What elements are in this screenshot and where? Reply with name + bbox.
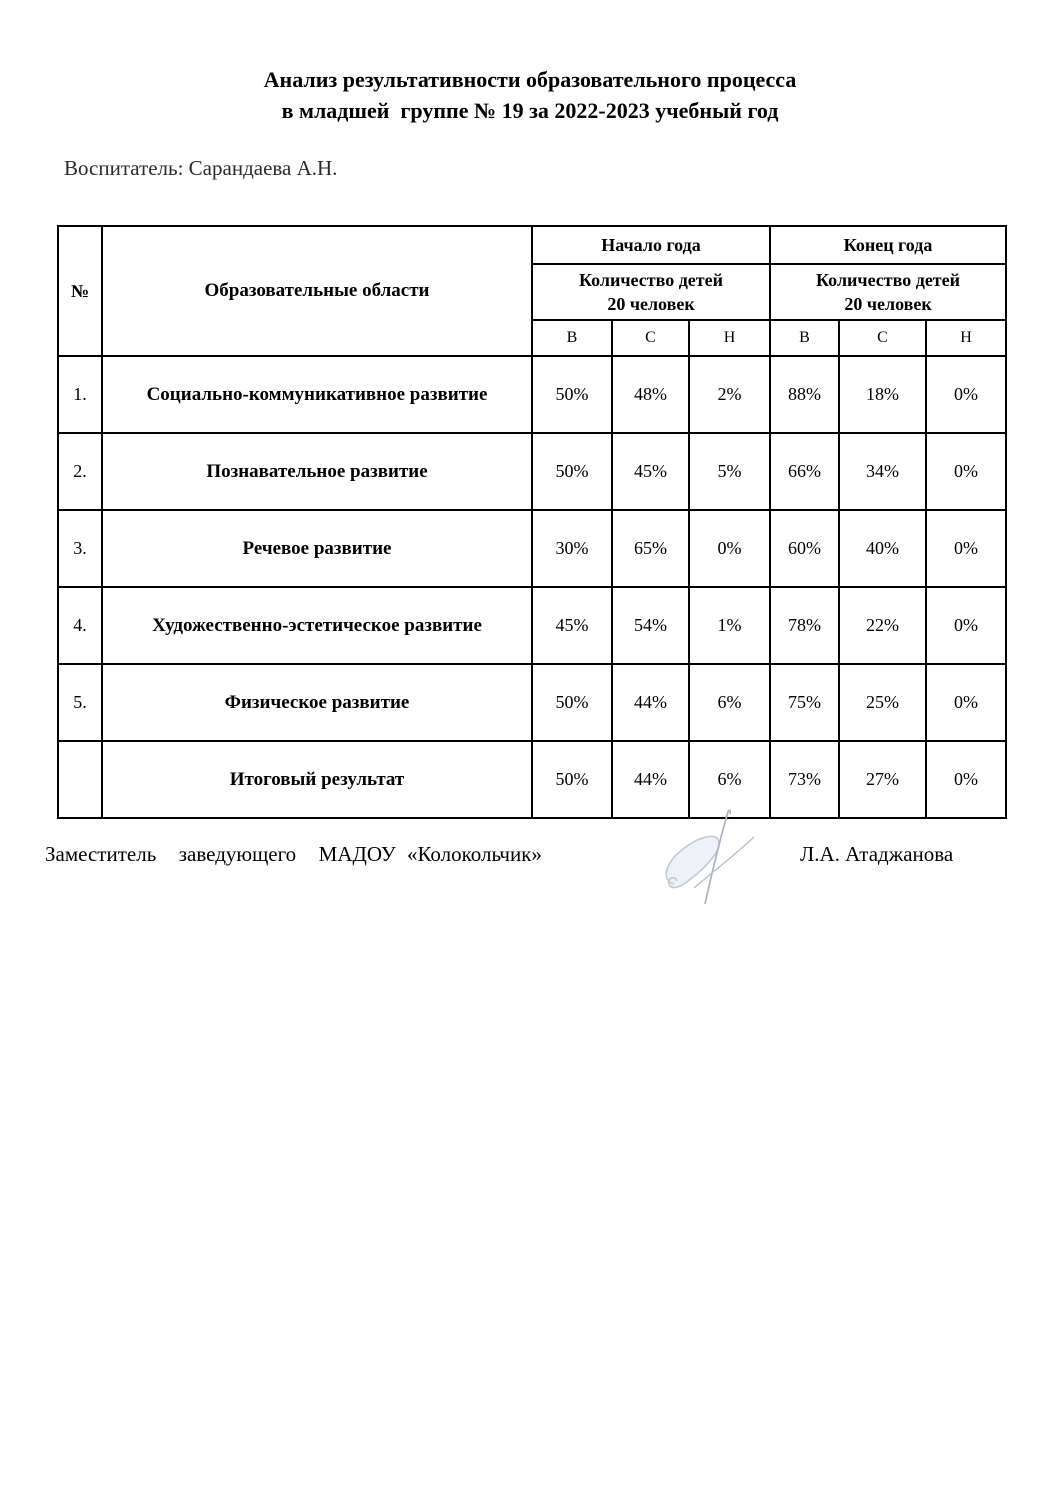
table-row bbox=[58, 433, 1006, 510]
signature-block bbox=[0, 800, 1060, 920]
start-high-cell: 50% bbox=[532, 664, 612, 741]
start-low-cell: 0% bbox=[689, 510, 770, 587]
start-mid-cell: 45% bbox=[612, 433, 689, 510]
level-header-end-high: В bbox=[770, 320, 839, 356]
results-table bbox=[57, 225, 1007, 819]
col-header-number: № bbox=[58, 226, 102, 356]
start-low-cell: 5% bbox=[689, 433, 770, 510]
teacher-line: Воспитатель: Сарандаева А.Н. bbox=[64, 156, 338, 181]
table-row bbox=[58, 664, 1006, 741]
row-number-cell: 2. bbox=[58, 433, 102, 510]
count-header-end-line1: Количество детей bbox=[816, 270, 961, 291]
table-header bbox=[58, 226, 1006, 356]
count-header-end bbox=[770, 264, 1006, 320]
end-mid-cell: 22% bbox=[839, 587, 926, 664]
col-header-end-of-year: Конец года bbox=[770, 226, 1006, 264]
start-low-cell: 6% bbox=[689, 664, 770, 741]
area-name-cell: Художественно-эстетическое развитие bbox=[102, 587, 532, 664]
end-mid-cell: 40% bbox=[839, 510, 926, 587]
start-low-cell: 1% bbox=[689, 587, 770, 664]
row-number-cell: 3. bbox=[58, 510, 102, 587]
start-mid-cell: 54% bbox=[612, 587, 689, 664]
level-header-start-mid: С bbox=[612, 320, 689, 356]
area-name-cell: Физическое развитие bbox=[102, 664, 532, 741]
end-low-cell: 0% bbox=[926, 356, 1006, 433]
col-header-start-of-year: Начало года bbox=[532, 226, 770, 264]
start-mid-cell: 44% bbox=[612, 664, 689, 741]
end-mid-cell: 18% bbox=[839, 356, 926, 433]
start-high-cell: 45% bbox=[532, 587, 612, 664]
header-row-groups bbox=[58, 226, 1006, 264]
end-mid-cell: 34% bbox=[839, 433, 926, 510]
end-low-cell: 0% bbox=[926, 664, 1006, 741]
start-mid-cell: 48% bbox=[612, 356, 689, 433]
end-high-cell: 66% bbox=[770, 433, 839, 510]
col-header-areas: Образовательные области bbox=[102, 226, 532, 356]
end-low-cell: 0% bbox=[926, 433, 1006, 510]
start-high-cell: 50% bbox=[532, 741, 612, 818]
signatory-position: Заместитель заведующего МАДОУ «Колокольчик» bbox=[45, 842, 542, 866]
results-table-body bbox=[58, 356, 1006, 818]
table-row bbox=[58, 510, 1006, 587]
title-line-1: Анализ результативности образовательного процесса bbox=[263, 67, 797, 92]
end-mid-cell: 27% bbox=[839, 741, 926, 818]
end-high-cell: 73% bbox=[770, 741, 839, 818]
count-header-start bbox=[532, 264, 770, 320]
signatory-name: Л.А. Атаджанова bbox=[800, 842, 954, 866]
area-name-cell: Социально-коммуникативное развитие bbox=[102, 356, 532, 433]
start-high-cell: 50% bbox=[532, 356, 612, 433]
count-header-start-line2: 20 человек bbox=[607, 294, 695, 315]
page-title bbox=[0, 64, 1060, 126]
row-number-cell: 5. bbox=[58, 664, 102, 741]
level-header-end-mid: С bbox=[839, 320, 926, 356]
area-name-cell: Познавательное развитие bbox=[102, 433, 532, 510]
start-mid-cell: 65% bbox=[612, 510, 689, 587]
end-high-cell: 78% bbox=[770, 587, 839, 664]
level-header-start-high: В bbox=[532, 320, 612, 356]
area-name-cell: Итоговый результат bbox=[102, 741, 532, 818]
table-row bbox=[58, 587, 1006, 664]
table-row bbox=[58, 356, 1006, 433]
end-high-cell: 88% bbox=[770, 356, 839, 433]
end-high-cell: 75% bbox=[770, 664, 839, 741]
count-header-start-line1: Количество детей bbox=[579, 270, 723, 291]
start-high-cell: 50% bbox=[532, 433, 612, 510]
start-mid-cell: 44% bbox=[612, 741, 689, 818]
signature-scribble-icon bbox=[648, 804, 768, 909]
level-header-end-low: Н bbox=[926, 320, 1006, 356]
row-number-cell: 1. bbox=[58, 356, 102, 433]
start-high-cell: 30% bbox=[532, 510, 612, 587]
end-low-cell: 0% bbox=[926, 587, 1006, 664]
area-name-cell: Речевое развитие bbox=[102, 510, 532, 587]
end-low-cell: 0% bbox=[926, 510, 1006, 587]
start-low-cell: 6% bbox=[689, 741, 770, 818]
end-mid-cell: 25% bbox=[839, 664, 926, 741]
title-line-2: в младшей группе № 19 за 2022-2023 учебный год bbox=[281, 98, 779, 124]
end-high-cell: 60% bbox=[770, 510, 839, 587]
level-header-start-low: Н bbox=[689, 320, 770, 356]
start-low-cell: 2% bbox=[689, 356, 770, 433]
row-number-cell: 4. bbox=[58, 587, 102, 664]
count-header-end-line2: 20 человек bbox=[844, 294, 932, 315]
end-low-cell: 0% bbox=[926, 741, 1006, 818]
